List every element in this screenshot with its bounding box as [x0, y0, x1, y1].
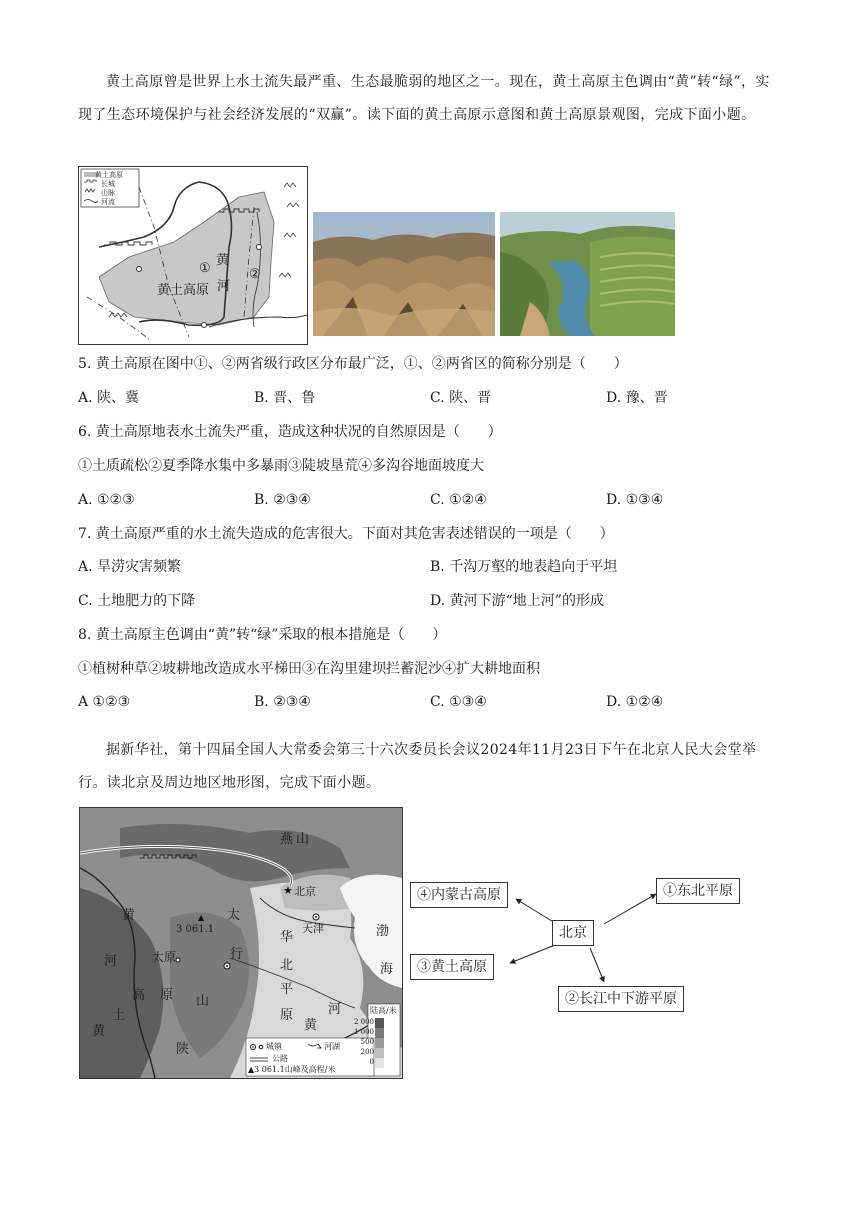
- q7-option-d[interactable]: D. 黄河下游“地上河”的形成: [430, 593, 604, 609]
- map2-label-beijing: 北京: [294, 885, 316, 898]
- flow-node-beijing: 北京: [552, 920, 594, 946]
- q8-option-a[interactable]: A ①②③: [78, 694, 131, 710]
- map2-label-huang: 黄: [122, 908, 136, 923]
- map2-label-peak: 3 061.1: [176, 924, 215, 935]
- legend-level-0: 0: [369, 1058, 374, 1066]
- q8-option-b[interactable]: B. ②③④: [254, 694, 311, 710]
- map2-legend-road: 公路: [272, 1054, 288, 1063]
- svg-text:▲: ▲: [198, 913, 205, 922]
- q5-option-b[interactable]: B. 晋、鲁: [254, 390, 316, 406]
- intro-paragraph-1: 黄土高原曾是世界上水土流失最严重、生态最脆弱的地区之一。现在，黄土高原主色调由“黄”转“绿”，实现了生态环境保护与社会经济发展的“双赢”。读下面的黄土高原示意图和黄土高原景观图，完成下面小题。: [78, 74, 770, 123]
- q5-option-d[interactable]: D. 豫、晋: [606, 390, 668, 406]
- legend-level-1000: 1 000: [353, 1028, 374, 1036]
- legend-level-200: 200: [360, 1048, 374, 1056]
- beijing-topographic-map: [79, 807, 403, 1079]
- map2-label-he: 河: [104, 954, 118, 969]
- map2-legend-river-lake: 河湖: [324, 1042, 340, 1051]
- map2-label-tai: 太: [227, 908, 241, 923]
- intro-paragraph-2: 据新华社，第十四届全国人大常委会第三十六次委员长会议2024年11月23日下午在北京人民大会堂举行。读北京及周边地区地形图，完成下面小题。: [78, 742, 757, 791]
- flow-node-inner-mongolia: ④内蒙古高原: [410, 882, 508, 908]
- svg-text:★: ★: [283, 884, 293, 897]
- q6-option-a[interactable]: A. ①②③: [78, 492, 135, 508]
- legend-item-river: 河流: [101, 198, 115, 206]
- q7-option-b[interactable]: B. 千沟万壑的地表趋向于平坦: [430, 559, 618, 575]
- legend-item-great-wall: 长城: [101, 180, 115, 188]
- legend-level-2000: 2 000: [353, 1018, 374, 1026]
- flow-node-northeast-plain: ①东北平原: [656, 878, 740, 904]
- question-8-stem: 8. 黄土高原主色调由“黄”转“绿”采取的根本措施是（ ）: [78, 627, 447, 643]
- map2-label-loess-tu: 土: [112, 1008, 126, 1023]
- map2-label-yan: 燕: [280, 832, 294, 847]
- q8-option-d[interactable]: D. ①②④: [606, 694, 664, 710]
- q7-option-a[interactable]: A. 旱涝灾害频繁: [78, 559, 182, 575]
- map1-label-mark1: ①: [199, 261, 211, 276]
- map2-label-shaan: 陕: [176, 1042, 190, 1057]
- terrace-river-photo: [500, 212, 675, 336]
- map2-label-yuan: 原: [280, 1008, 294, 1023]
- q6-option-c[interactable]: C. ①②④: [430, 492, 487, 508]
- map2-label-hua: 华: [280, 930, 294, 945]
- map2-label-shan: 山: [296, 832, 310, 847]
- map2-label-river-he: 河: [328, 1002, 342, 1017]
- map2-label-river-huang: 黄: [304, 1018, 318, 1033]
- question-5-stem: 5. 黄土高原在图中①、②两省级行政区分布最广泛，①、②两省区的简称分别是（ ）: [78, 356, 628, 372]
- flow-node-yangtze-plain: ②长江中下游平原: [558, 986, 684, 1012]
- question-5-options: [78, 386, 784, 410]
- map2-legend-peak: ▲3 061.1山峰及高程/米: [248, 1065, 336, 1074]
- map1-label-mark2: ②: [249, 267, 261, 282]
- loess-plateau-sketch-map: [78, 166, 308, 345]
- flow-node-loess-plateau: ③黄土高原: [410, 954, 494, 980]
- question-7-options-row2: [78, 589, 784, 613]
- question-6-stem: 6. 黄土高原地表水土流失严重，造成这种状况的自然原因是（ ）: [78, 424, 502, 440]
- q8-option-c[interactable]: C. ①③④: [430, 694, 487, 710]
- loess-gully-photo: [313, 212, 495, 336]
- question-6-options: [78, 488, 784, 512]
- map2-label-taiyuan: 太原: [152, 950, 177, 964]
- map2-label-hai: 海: [380, 962, 394, 977]
- map2-legend-title: 陆高/米: [370, 1006, 397, 1015]
- map2-label-loess-yuan: 原: [160, 988, 174, 1003]
- map2-label-loess-huang: 黄: [92, 1024, 106, 1039]
- legend-item-plateau: 黄土高原: [95, 171, 123, 179]
- beijing-relation-diagram: [408, 866, 768, 1016]
- map2-label-hang: 行: [230, 947, 244, 962]
- map1-label-he: 河: [217, 279, 231, 294]
- question-7-options-row1: [78, 555, 784, 579]
- map2-legend-town: 城镇: [266, 1042, 282, 1051]
- map2-label-shan2: 山: [196, 994, 210, 1009]
- map2-label-tianjin: 天津: [302, 922, 324, 935]
- map2-legend-levels: [348, 1017, 374, 1067]
- question-7-stem: 7. 黄土高原严重的水土流失造成的危害很大。下面对其危害表述错误的一项是（ ）: [78, 526, 614, 542]
- question-6-statements: ①土质疏松②夏季降水集中多暴雨③陡坡垦荒④多沟谷地面坡度大: [78, 458, 484, 474]
- q7-option-c[interactable]: C. 土地肥力的下降: [78, 593, 196, 609]
- legend-item-mountain: 山脉: [101, 189, 115, 197]
- map2-label-bo: 渤: [376, 924, 390, 939]
- map2-label-bei: 北: [280, 958, 294, 973]
- q6-option-b[interactable]: B. ②③④: [254, 492, 311, 508]
- map2-label-ping: 平: [280, 982, 294, 997]
- question-8-statements: ①植树种草②坡耕地改造成水平梯田③在沟里建坝拦蓄泥沙④扩大耕地面积: [78, 661, 540, 677]
- q5-option-c[interactable]: C. 陕、晋: [430, 390, 492, 406]
- map1-label-plateau: 黄土高原: [157, 283, 210, 298]
- question-8-options: [78, 690, 784, 714]
- map1-label-huang: 黄: [216, 253, 230, 268]
- q5-option-a[interactable]: A. 陕、冀: [78, 390, 140, 406]
- map2-label-loess-gao: 高: [132, 988, 146, 1003]
- q6-option-d[interactable]: D. ①③④: [606, 492, 664, 508]
- legend-level-500: 500: [360, 1038, 374, 1046]
